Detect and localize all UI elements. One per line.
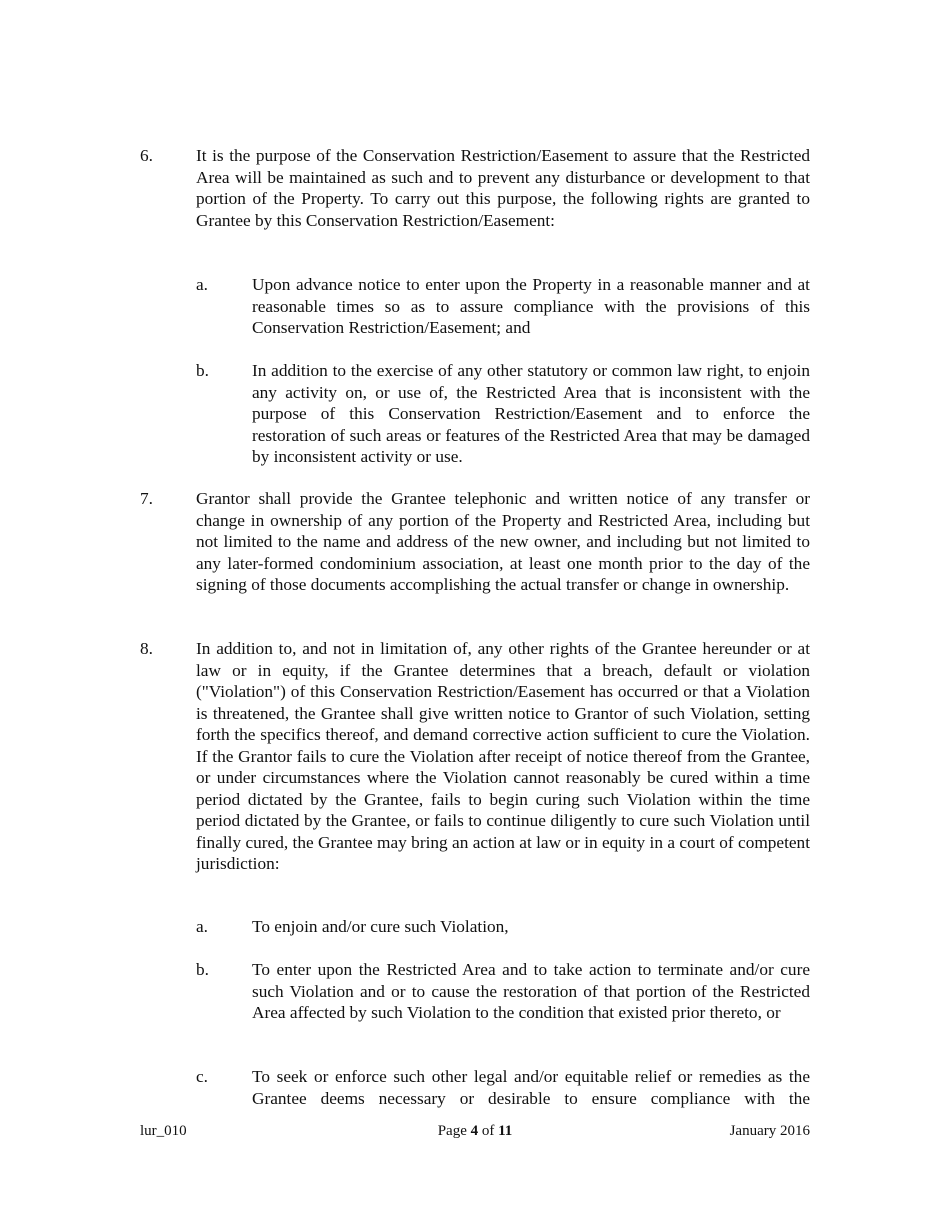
subparagraph-8a: [196, 916, 810, 938]
document-date: January 2016: [729, 1123, 810, 1139]
paragraph-number: 8.: [140, 639, 153, 658]
document-id: lur_010: [140, 1123, 187, 1139]
subparagraph-letter: a.: [196, 275, 208, 294]
paragraph-7: [140, 488, 810, 596]
subparagraph-text: Upon advance notice to enter upon the Property in a reasonable manner and at reasonable times so as to assure compliance with the provisions of this Conservation Restriction/Easement; and: [252, 275, 810, 337]
subparagraph-letter: c.: [196, 1067, 208, 1086]
subparagraph-8c: [196, 1066, 810, 1109]
subparagraph-6a: [196, 274, 810, 339]
paragraph-number: 6.: [140, 146, 153, 165]
subparagraph-6b: [196, 360, 810, 468]
paragraph-number: 7.: [140, 489, 153, 508]
page-current: 4: [470, 1123, 479, 1139]
subparagraph-text: To seek or enforce such other legal and/or equitable relief or remedies as the Grantee deems necessary or desirable to ensure compliance with the: [252, 1067, 810, 1108]
of-word: of: [481, 1123, 495, 1139]
page-total: 11: [498, 1123, 513, 1139]
paragraph-text: In addition to, and not in limitation of, any other rights of the Grantee hereunder or at law or in equity, if the Grantee determines that a breach, default or violation ("Violation") of this Conservation Restriction/Easement has occurred or that a Violation is threatened, the Grantee shall give written notice to Grantor of such Violation, setting forth the specifics thereof, and demand corrective action sufficient to cure the Violation. If the Grantor fails to cure the Violation after receipt of notice thereof from the Grantee, or under circumstances where the Violation cannot reasonably be cured within a time period dictated by the Grantee, fails to begin curing such Violation within the time period dictated by the Grantee, or fails to continue diligently to cure such Violation until finally cured, the Grantee may bring an action at law or in equity in a court of competent jurisdiction:: [196, 639, 810, 873]
subparagraph-letter: b.: [196, 361, 209, 380]
page-number: [140, 1121, 810, 1141]
paragraph-text: Grantor shall provide the Grantee telephonic and written notice of any transfer or change in ownership of any portion of the Property and Restricted Area, including but not limited to the name and address of the new owner, and including but not limited to any later-formed condominium association, at least one month prior to the day of the signing of those documents accomplishing the actual transfer or change in ownership.: [196, 489, 810, 594]
page-word: Page: [437, 1123, 467, 1139]
subparagraph-letter: a.: [196, 917, 208, 936]
subparagraph-text: In addition to the exercise of any other statutory or common law right, to enjoin any activity on, or use of, the Restricted Area that is inconsistent with the purpose of this Conservation Restriction/Easement and to enforce the restoration of such areas or features of the Restricted Area that may be damaged by inconsistent activity or use.: [252, 361, 810, 466]
subparagraph-8b: [196, 959, 810, 1024]
subparagraph-text: To enter upon the Restricted Area and to take action to terminate and/or cure such Violation and or to cause the restoration of that portion of the Restricted Area affected by such Violation to the condition that existed prior thereto, or: [252, 960, 810, 1022]
page-footer: [140, 1121, 810, 1141]
paragraph-8: [140, 638, 810, 875]
paragraph-6: [140, 145, 810, 231]
subparagraph-text: To enjoin and/or cure such Violation,: [252, 917, 509, 936]
paragraph-text: It is the purpose of the Conservation Restriction/Easement to assure that the Restricted Area will be maintained as such and to prevent any disturbance or development to that portion of the Property. To carry out this purpose, the following rights are granted to Grantee by this Conservation Restriction/Easement:: [196, 146, 810, 230]
subparagraph-letter: b.: [196, 960, 209, 979]
